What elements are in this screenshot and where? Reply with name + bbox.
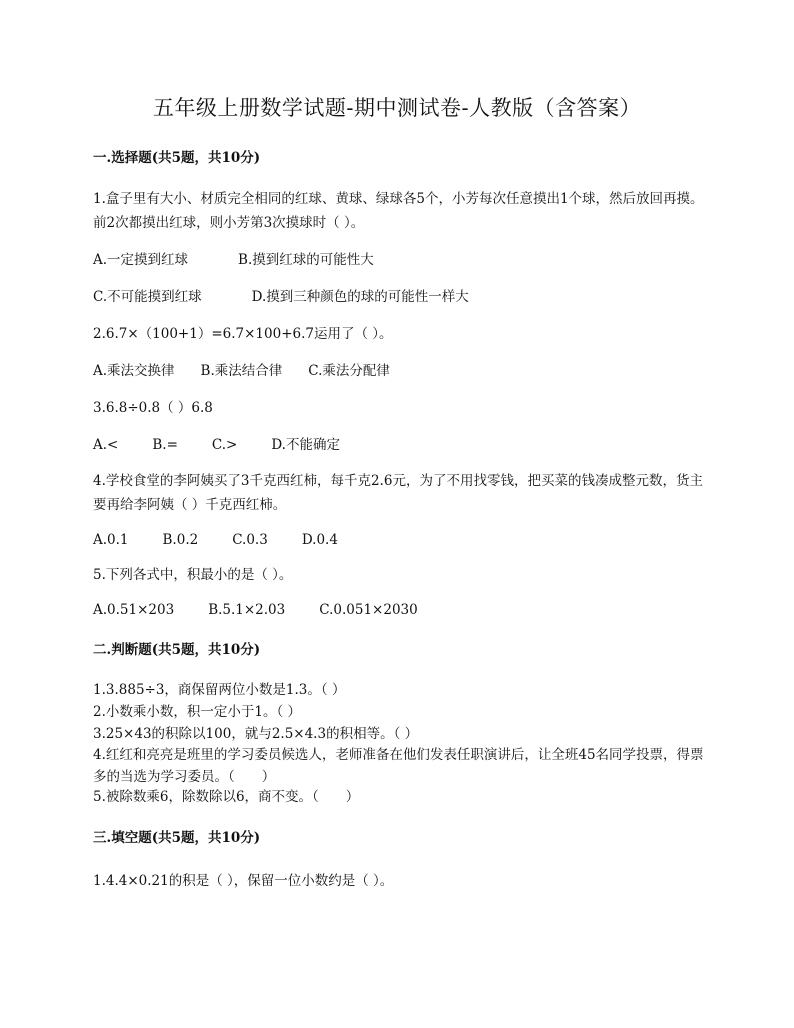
choice-q1-options-row2 — [93, 286, 713, 308]
choice-q1-option-a: A.一定摸到红球 — [93, 252, 189, 268]
choice-q4-option-b: B.0.2 — [162, 532, 199, 548]
choice-q4-options — [93, 529, 713, 551]
judge-q5: 5.被除数乘6，除数除以6，商不变。（ ） — [93, 789, 360, 805]
choice-q1-option-b: B.摸到红球的可能性大 — [238, 252, 374, 268]
choice-q4-stem: 4.学校食堂的李阿姨买了3千克西红柿，每千克2.6元，为了不用找零钱，把买菜的钱凑成整元数，货主要再给李阿姨（ ）千克西红柿。 — [93, 473, 703, 513]
judge-q2: 2.小数乘小数，积一定小于1。（ ） — [93, 704, 302, 720]
choice-q3-options — [93, 434, 713, 456]
page-title: 五年级上册数学试题-期中测试卷-人教版（含答案） — [152, 96, 642, 120]
choice-q1-option-d: D.摸到三种颜色的球的可能性一样大 — [251, 289, 469, 305]
choice-q5-option-b: B.5.1×2.03 — [208, 602, 286, 618]
judge-q3: 3.25×43的积除以100，就与2.5×4.3的积相等。（ ） — [93, 726, 419, 742]
choice-q1-stem: 1.盒子里有大小、材质完全相同的红球、黄球、绿球各5个，小芳每次任意摸出1个球，然后放回再摸。前2次都摸出红球，则小芳第3次摸球时（ ）。 — [93, 191, 704, 231]
choice-q4-option-c: C.0.3 — [232, 532, 268, 548]
choice-q3-option-c: C.> — [211, 437, 238, 453]
choice-q5-option-a: A.0.51×203 — [93, 602, 175, 618]
choice-q3-option-a: A.< — [93, 437, 119, 453]
choice-q3-option-d: D.不能确定 — [271, 437, 340, 453]
choice-q3-stem: 3.6.8÷0.8（ ）6.8 — [93, 400, 213, 416]
section-heading-choice: 一.选择题(共5题，共10分) — [93, 150, 261, 166]
choice-q5-option-c: C.0.051×2030 — [319, 602, 418, 618]
choice-q1-options-row1 — [93, 249, 713, 271]
choice-q1-option-c: C.不可能摸到红球 — [93, 289, 202, 305]
choice-q3-option-b: B.= — [152, 437, 178, 453]
judge-q4: 4.红红和亮亮是班里的学习委员候选人，老师准备在他们发表任职演讲后，让全班45名同学投票，得票多的当选为学习委员。（ ） — [93, 747, 704, 785]
choice-q4-option-a: A.0.1 — [93, 532, 129, 548]
section-heading-fill: 三.填空题(共5题，共10分) — [93, 830, 261, 846]
choice-q5-stem: 5.下列各式中，积最小的是（ ）。 — [93, 567, 293, 583]
choice-q4-option-d: D.0.4 — [301, 532, 338, 548]
judge-q1: 1.3.885÷3，商保留两位小数是1.3。（ ） — [93, 682, 346, 698]
choice-q2-option-b: B.乘法结合律 — [200, 363, 283, 379]
choice-q5-options — [93, 599, 713, 621]
choice-q2-stem: 2.6.7×（100+1）=6.7×100+6.7运用了（ ）。 — [93, 326, 393, 342]
fill-q1: 1.4.4×0.21的积是（ ），保留一位小数约是（ ）。 — [93, 873, 394, 889]
choice-q2-options — [93, 360, 713, 382]
choice-q2-option-a: A.乘法交换律 — [93, 363, 175, 379]
choice-q2-option-c: C.乘法分配律 — [308, 363, 390, 379]
section-heading-judge: 二.判断题(共5题，共10分) — [93, 642, 261, 658]
